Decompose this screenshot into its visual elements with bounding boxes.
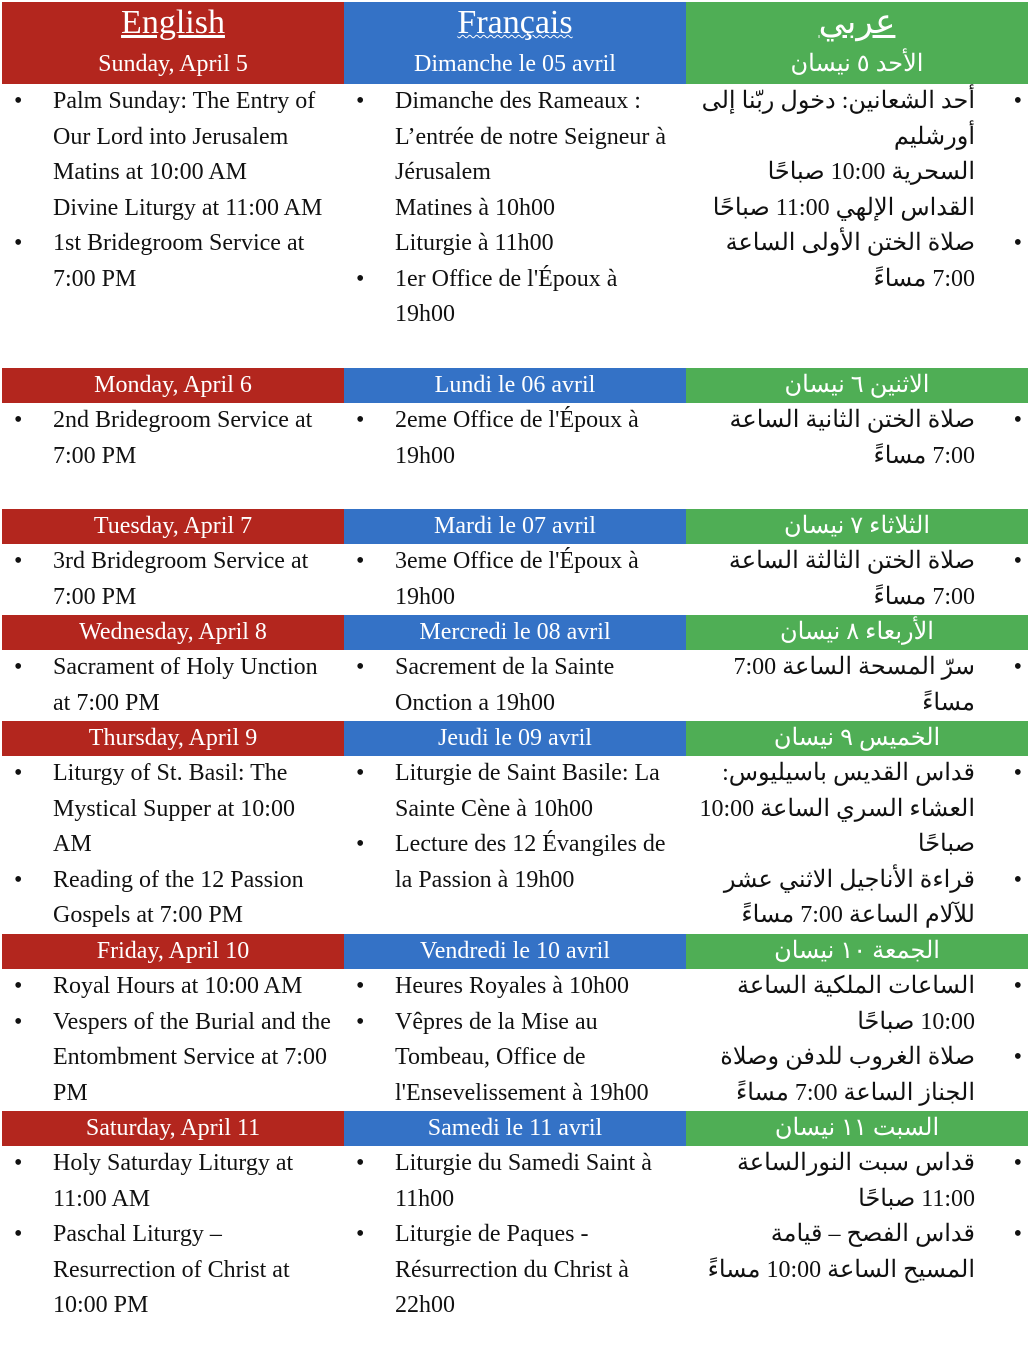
service-list: [2, 403, 344, 474]
english-date: Tuesday, April 7: [2, 509, 344, 544]
service-item: [686, 1217, 975, 1288]
service-list: [2, 544, 344, 615]
french-date: Lundi le 06 avril: [344, 368, 686, 403]
service-item: [395, 969, 686, 1005]
service-list: [344, 544, 686, 615]
service-line: Liturgie à 11h00: [395, 230, 554, 256]
service-list: [686, 969, 1028, 1111]
arabic-services: [686, 544, 1028, 615]
french-services: [344, 650, 686, 721]
service-line: • Liturgie de Saint Basile: La Sainte Cène à 10h00: [395, 760, 660, 822]
service-item: [395, 756, 686, 827]
service-list: [686, 756, 1028, 934]
english-services: [2, 544, 344, 615]
arabic-services: [686, 84, 1028, 368]
service-line: • 1er Office de l'Époux à 19h00: [395, 265, 618, 327]
service-line: • Paschal Liturgy – Resurrection of Christ at 10:00 PM: [53, 1221, 290, 1318]
service-list: [2, 84, 344, 297]
day-header-row: [2, 44, 1028, 84]
day-services-row: [2, 1146, 1028, 1359]
service-item: [395, 544, 686, 615]
service-line: • Holy Saturday Liturgy at 11:00 AM: [53, 1150, 294, 1212]
service-line: السحرية 10:00 صباحًا: [767, 159, 975, 185]
service-item: [53, 544, 344, 615]
arabic-services: [686, 650, 1028, 721]
service-item: [395, 1217, 686, 1324]
service-line: • Lecture des 12 Évangiles de la Passion à 19h00: [395, 831, 666, 893]
english-services: [2, 403, 344, 509]
service-item: [53, 403, 344, 474]
service-item: [53, 756, 344, 863]
service-list: [344, 969, 686, 1111]
service-line: • صلاة الختن الثالثة الساعة 7:00 مساءً: [728, 548, 975, 610]
column-header-arabic: [686, 2, 1028, 44]
service-list: [344, 756, 686, 898]
english-services: [2, 84, 344, 368]
english-date: Wednesday, April 8: [2, 615, 344, 650]
service-list: [2, 650, 344, 721]
service-line: • أحد الشعانين: دخول ربّنا إلى أورشليم: [701, 88, 975, 150]
service-line: • Sacrement de la Sainte Onction a 19h00: [395, 654, 615, 716]
holy-week-schedule-table: [2, 2, 1028, 1359]
arabic-services: [686, 969, 1028, 1111]
day-header-row: [2, 368, 1028, 403]
service-item: [53, 84, 344, 226]
arabic-date: الأربعاء ٨ نيسان: [686, 615, 1028, 650]
day-services-row: [2, 403, 1028, 509]
arabic-date: الأحد ٥ نيسان: [686, 44, 1028, 84]
service-list: [344, 84, 686, 333]
day-header-row: [2, 615, 1028, 650]
service-line: • 2nd Bridegroom Service at 7:00 PM: [53, 407, 313, 469]
english-date: Monday, April 6: [2, 368, 344, 403]
french-services: [344, 969, 686, 1111]
service-line: • Vêpres de la Mise au Tombeau, Office de l'Ensevelissement à 19h00: [395, 1008, 649, 1106]
service-list: [344, 403, 686, 474]
service-line: • Liturgie de Paques - Résurrection du Christ à 22h00: [395, 1221, 629, 1318]
english-services: [2, 650, 344, 721]
service-line: • Sacrament of Holy Unction at 7:00 PM: [53, 654, 318, 716]
service-list: [686, 650, 1028, 721]
service-item: [53, 650, 344, 721]
service-line: • صلاة الغروب للدفن وصلاة الجناز الساعة 7:00 مساءً: [720, 1044, 975, 1106]
english-services: [2, 969, 344, 1111]
arabic-heading: عربي: [818, 4, 896, 41]
arabic-date: الثلاثاء ٧ نيسان: [686, 509, 1028, 544]
arabic-services: [686, 1146, 1028, 1359]
service-item: [395, 1146, 686, 1217]
service-line: • سرّ المسحة الساعة 7:00 مساءً: [733, 654, 975, 716]
service-line: • Royal Hours at 10:00 AM: [53, 973, 303, 999]
service-line: • قداس سبت النورالساعة 11:00 صباحًا: [736, 1150, 975, 1212]
french-services: [344, 1146, 686, 1359]
service-line: • الساعات الملكية الساعة 10:00 صباحًا: [737, 973, 975, 1035]
service-list: [2, 1146, 344, 1324]
service-line: Matins at 10:00 AM: [53, 159, 248, 185]
service-line: Matines à 10h00: [395, 194, 555, 221]
english-services: [2, 1146, 344, 1359]
service-item: [686, 969, 975, 1040]
column-header-french: [344, 2, 686, 44]
service-line: • 3rd Bridegroom Service at 7:00 PM: [53, 548, 309, 610]
day-services-row: [2, 84, 1028, 368]
service-line: • قداس القديس باسيليوس: العشاء السري الساعة 10:00 صباحًا: [699, 760, 975, 857]
french-heading: Français: [457, 4, 573, 41]
service-list: [2, 756, 344, 934]
day-header-row: [2, 721, 1028, 756]
arabic-services: [686, 403, 1028, 509]
french-date: Dimanche le 05 avril: [344, 44, 686, 84]
service-item: [686, 84, 975, 226]
french-date: Vendredi le 10 avril: [344, 934, 686, 969]
arabic-date: الجمعة ١٠ نيسان: [686, 934, 1028, 969]
day-services-row: [2, 544, 1028, 615]
service-item: [686, 403, 975, 474]
service-item: [686, 226, 975, 297]
arabic-services: [686, 756, 1028, 934]
service-item: [686, 863, 975, 934]
service-line: القداس الإلهي 11:00 صباحًا: [712, 194, 975, 221]
english-date: Thursday, April 9: [2, 721, 344, 756]
service-line: • صلاة الختن الأولى الساعة 7:00 مساءً: [725, 230, 975, 292]
day-header-row: [2, 934, 1028, 969]
french-date: Jeudi le 09 avril: [344, 721, 686, 756]
service-line: • 2eme Office de l'Époux à 19h00: [395, 407, 639, 469]
column-header-english: [2, 2, 344, 44]
french-services: [344, 403, 686, 509]
service-item: [686, 1040, 975, 1111]
service-item: [686, 1146, 975, 1217]
service-list: [686, 1146, 1028, 1288]
service-item: [686, 650, 975, 721]
service-item: [53, 1217, 344, 1324]
french-date: Mardi le 07 avril: [344, 509, 686, 544]
service-line: • Liturgy of St. Basil: The Mystical Supper at 10:00 AM: [53, 760, 295, 857]
service-item: [53, 1005, 344, 1112]
service-item: [395, 262, 686, 333]
day-services-row: [2, 969, 1028, 1111]
service-list: [686, 84, 1028, 297]
arabic-date: السبت ١١ نيسان: [686, 1111, 1028, 1146]
day-header-row: [2, 1111, 1028, 1146]
french-date: Samedi le 11 avril: [344, 1111, 686, 1146]
service-line: • قراءة الأناجيل الاثني عشر للآلام الساعة 7:00 مساءً: [723, 866, 975, 928]
service-list: [686, 403, 1028, 474]
service-list: [686, 544, 1028, 615]
french-date: Mercredi le 08 avril: [344, 615, 686, 650]
service-line: • Reading of the 12 Passion Gospels at 7:00 PM: [53, 866, 304, 928]
service-line: • Palm Sunday: The Entry of Our Lord into Jerusalem: [53, 88, 316, 150]
arabic-date: الاثنين ٦ نيسان: [686, 368, 1028, 403]
service-item: [686, 544, 975, 615]
french-services: [344, 756, 686, 934]
schedule-sheet: [2, 2, 1028, 1324]
service-item: [686, 756, 975, 863]
service-list: [344, 650, 686, 721]
service-line: • Vespers of the Burial and the Entombment Service at 7:00 PM: [53, 1008, 331, 1106]
english-services: [2, 756, 344, 934]
service-line: • قداس الفصح – قيامة المسيح الساعة 10:00 مساءً: [707, 1221, 975, 1283]
service-line: Divine Liturgy at 11:00 AM: [53, 194, 323, 221]
service-item: [53, 969, 344, 1005]
service-line: • Dimanche des Rameaux : L’entrée de notre Seigneur à Jérusalem: [395, 88, 666, 185]
arabic-date: الخميس ٩ نيسان: [686, 721, 1028, 756]
english-heading: English: [121, 4, 225, 41]
service-list: [344, 1146, 686, 1324]
french-services: [344, 84, 686, 368]
service-item: [395, 827, 686, 898]
service-line: • Liturgie du Samedi Saint à 11h00: [395, 1150, 652, 1212]
english-date: Sunday, April 5: [2, 44, 344, 84]
service-item: [53, 863, 344, 934]
language-header-row: [2, 2, 1028, 44]
day-header-row: [2, 509, 1028, 544]
service-item: [395, 403, 686, 474]
service-item: [53, 226, 344, 297]
day-services-row: [2, 756, 1028, 934]
service-line: • 3eme Office de l'Époux à 19h00: [395, 548, 639, 610]
service-line: • 1st Bridegroom Service at 7:00 PM: [53, 230, 305, 292]
english-date: Friday, April 10: [2, 934, 344, 969]
service-line: • صلاة الختن الثانية الساعة 7:00 مساءً: [729, 407, 975, 469]
english-date: Saturday, April 11: [2, 1111, 344, 1146]
french-services: [344, 544, 686, 615]
service-list: [2, 969, 344, 1111]
service-item: [395, 650, 686, 721]
service-item: [395, 84, 686, 262]
day-services-row: [2, 650, 1028, 721]
service-item: [53, 1146, 344, 1217]
service-item: [395, 1005, 686, 1112]
service-line: • Heures Royales à 10h00: [395, 973, 629, 999]
